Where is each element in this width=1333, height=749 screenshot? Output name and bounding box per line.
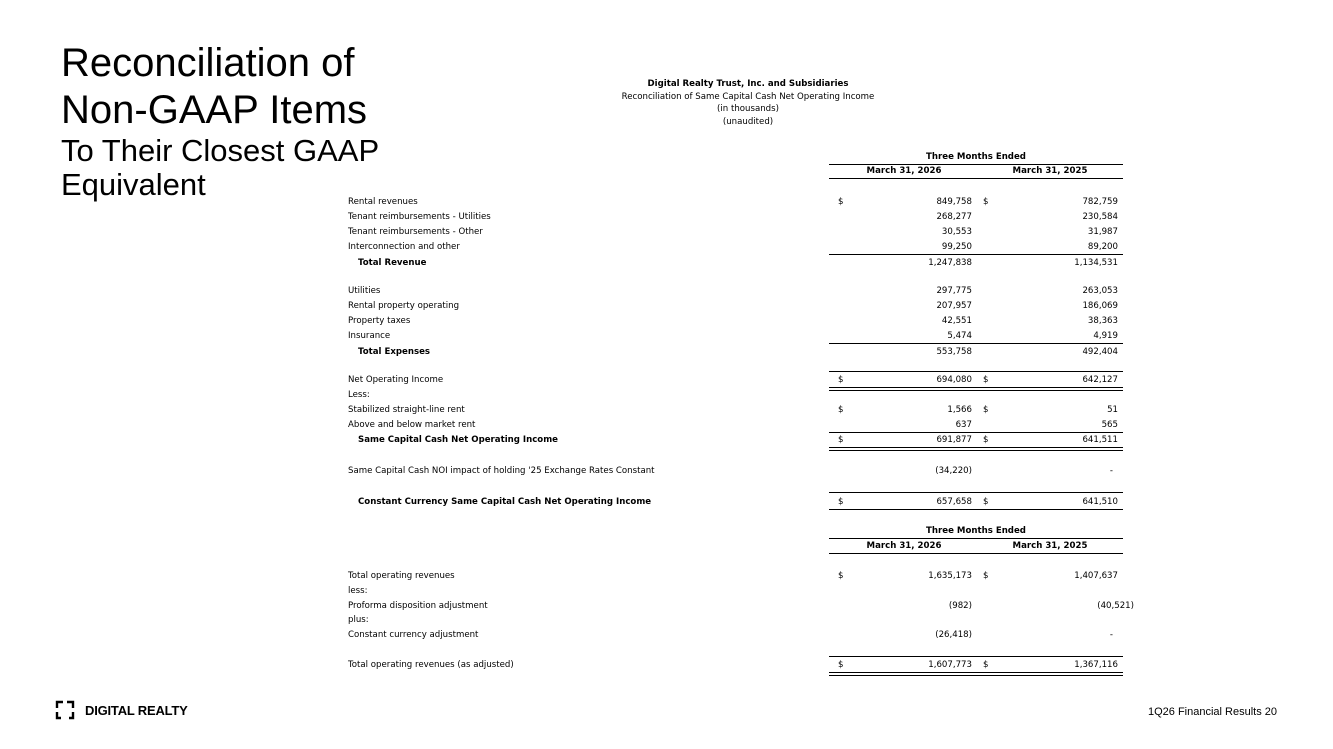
- table-row: [0, 614, 1333, 627]
- row-label: Total operating revenues (as adjusted): [348, 660, 514, 670]
- value-2025: 31,987: [1087, 227, 1118, 237]
- table-row-total: [0, 434, 1333, 447]
- row-label: Same Capital Cash NOI impact of holding '25 Exchange Rates Constant: [348, 466, 655, 476]
- table-row: [0, 241, 1333, 254]
- row-label: Utilities: [348, 286, 381, 296]
- row-label: plus:: [348, 615, 369, 625]
- total-top-rule: [829, 656, 1123, 657]
- row-label: Total Revenue: [358, 258, 427, 268]
- row-label: Total operating revenues: [348, 571, 455, 581]
- row-label: Stabilized straight-line rent: [348, 405, 465, 415]
- table1-period-header: Three Months Ended: [926, 152, 1026, 162]
- value-2026: 694,080: [936, 375, 972, 385]
- table-row: [0, 315, 1333, 328]
- currency-symbol: $: [838, 405, 844, 415]
- row-label: Interconnection and other: [348, 242, 460, 252]
- statement-subtitle: Reconciliation of Same Capital Cash Net Operating Income: [621, 91, 875, 102]
- total-bottom-rule: [829, 509, 1123, 510]
- value-2026: 657,658: [936, 497, 972, 507]
- bracket-logo-icon: [55, 700, 75, 720]
- value-2026: 42,551: [941, 316, 972, 326]
- value-2025: (40,521): [1097, 601, 1134, 611]
- value-2025: 89,200: [1087, 242, 1118, 252]
- value-2025: 51: [1107, 405, 1118, 415]
- table-row: [0, 211, 1333, 224]
- row-label: Same Capital Cash Net Operating Income: [358, 435, 558, 445]
- subtotal-rule: [829, 432, 1123, 433]
- value-2025: 263,053: [1082, 286, 1118, 296]
- currency-symbol: $: [838, 197, 844, 207]
- currency-symbol: $: [983, 375, 989, 385]
- row-label: less:: [348, 586, 368, 596]
- row-label: Net Operating Income: [348, 375, 444, 385]
- currency-symbol: $: [838, 660, 844, 670]
- table1-period-rule: [829, 164, 1123, 165]
- value-2026: 30,553: [941, 227, 972, 237]
- value-2025: 782,759: [1082, 197, 1118, 207]
- table-row-total: [0, 496, 1333, 509]
- value-2026: 1,566: [947, 405, 972, 415]
- table-row: [0, 404, 1333, 417]
- value-2026: (34,220): [935, 466, 972, 476]
- table-row: [0, 226, 1333, 239]
- table-row: [0, 285, 1333, 298]
- row-label: Constant Currency Same Capital Cash Net Operating Income: [358, 497, 652, 507]
- table-row: [0, 300, 1333, 313]
- table2-period-header: Three Months Ended: [926, 526, 1026, 536]
- table-row-total: [0, 257, 1333, 270]
- subtotal-rule: [829, 254, 1123, 255]
- table-row: [0, 419, 1333, 432]
- value-2025: 641,510: [1082, 497, 1118, 507]
- brand-name: DIGITAL REALTY: [85, 702, 188, 718]
- table1-col1-header: March 31, 2026: [866, 166, 942, 176]
- table1-col2-header: March 31, 2025: [1012, 166, 1088, 176]
- currency-symbol: $: [838, 571, 844, 581]
- currency-symbol: $: [983, 405, 989, 415]
- value-2026: (26,418): [935, 630, 972, 640]
- value-2025: 642,127: [1082, 375, 1118, 385]
- row-label: Tenant reimbursements - Utilities: [348, 212, 491, 222]
- value-2025: 1,367,116: [1074, 660, 1118, 670]
- table-row: [0, 389, 1333, 402]
- subtotal-rule: [829, 343, 1123, 344]
- title-line-3: To Their Closest GAAP: [61, 133, 380, 168]
- value-2026: 637: [955, 420, 972, 430]
- table-row: [0, 374, 1333, 387]
- value-2025: 186,069: [1082, 301, 1118, 311]
- currency-symbol: $: [983, 435, 989, 445]
- currency-symbol: $: [838, 497, 844, 507]
- value-2025: 641,511: [1082, 435, 1118, 445]
- value-2025: -: [1109, 630, 1113, 640]
- row-label: Tenant reimbursements - Other: [348, 227, 483, 237]
- currency-symbol: $: [983, 660, 989, 670]
- row-label: Proforma disposition adjustment: [348, 601, 488, 611]
- row-label: Rental revenues: [348, 197, 418, 207]
- value-2025: 38,363: [1087, 316, 1118, 326]
- currency-symbol: $: [983, 197, 989, 207]
- value-2026: 99,250: [941, 242, 972, 252]
- value-2026: 297,775: [936, 286, 972, 296]
- currency-symbol: $: [838, 375, 844, 385]
- table1-header-rule: [829, 178, 1123, 179]
- table2-period-rule: [829, 538, 1123, 539]
- table-row: [0, 600, 1333, 613]
- value-2026: 1,635,173: [928, 571, 972, 581]
- table2-col1-header: March 31, 2026: [866, 541, 942, 551]
- table-row: [0, 629, 1333, 642]
- row-label: Above and below market rent: [348, 420, 476, 430]
- page-footer-label: 1Q26 Financial Results 20: [1147, 706, 1277, 718]
- value-2026: (982): [948, 601, 972, 611]
- table-row: [0, 330, 1333, 343]
- currency-symbol: $: [983, 571, 989, 581]
- value-2026: 1,607,773: [928, 660, 972, 670]
- value-2026: 268,277: [936, 212, 972, 222]
- table-row: [0, 196, 1333, 209]
- company-logo: [55, 700, 188, 720]
- value-2025: 4,919: [1093, 331, 1118, 341]
- row-label: Insurance: [348, 331, 391, 341]
- table2-col2-header: March 31, 2025: [1012, 541, 1088, 551]
- total-top-rule: [829, 492, 1123, 493]
- units-note: (in thousands): [717, 104, 779, 114]
- table-row: [0, 585, 1333, 598]
- value-2025: 565: [1101, 420, 1118, 430]
- row-label: Rental property operating: [348, 301, 460, 311]
- value-2026: 207,957: [936, 301, 972, 311]
- value-2025: 230,584: [1082, 212, 1118, 222]
- title-line-4: Equivalent: [61, 167, 206, 202]
- value-2025: -: [1109, 466, 1113, 476]
- value-2026: 691,877: [936, 435, 972, 445]
- value-2026: 553,758: [936, 347, 972, 357]
- currency-symbol: $: [838, 435, 844, 445]
- title-line-1: Reconciliation of: [61, 41, 355, 85]
- row-label: Constant currency adjustment: [348, 630, 479, 640]
- value-2026: 5,474: [947, 331, 972, 341]
- noi-top-rule: [829, 371, 1123, 372]
- value-2025: 492,404: [1082, 347, 1118, 357]
- table2-header-rule: [829, 553, 1123, 554]
- value-2026: 1,247,838: [928, 258, 972, 268]
- value-2025: 1,407,637: [1074, 571, 1118, 581]
- double-underline: [829, 672, 1123, 676]
- row-label: Property taxes: [348, 316, 411, 326]
- table-row-total: [0, 659, 1333, 672]
- company-name: Digital Realty Trust, Inc. and Subsidiaries: [647, 79, 849, 89]
- value-2026: 849,758: [936, 197, 972, 207]
- table-row: [0, 570, 1333, 583]
- row-label: Less:: [348, 390, 370, 400]
- audit-note: (unaudited): [722, 116, 774, 127]
- table-row-total: [0, 346, 1333, 359]
- title-line-2: Non-GAAP Items: [61, 88, 368, 132]
- double-underline: [829, 447, 1123, 451]
- currency-symbol: $: [983, 497, 989, 507]
- table-row: [0, 465, 1333, 478]
- value-2025: 1,134,531: [1074, 258, 1118, 268]
- row-label: Total Expenses: [358, 347, 431, 357]
